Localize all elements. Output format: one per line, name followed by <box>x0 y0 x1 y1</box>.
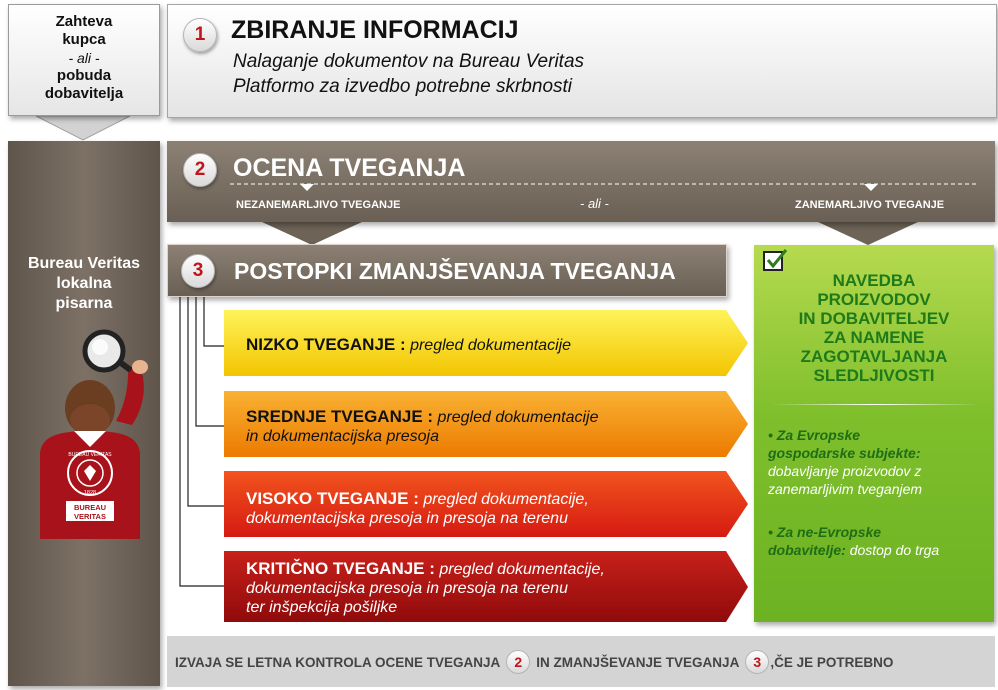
badge-top-text: BUREAU VERITAS <box>68 452 112 458</box>
high-risk-title: VISOKO TVEGANJE : <box>246 489 419 508</box>
heading-line4: ZA NAMENE <box>823 328 925 347</box>
step1-line2: Platformo za izvedbo potrebne skrbnosti <box>233 76 573 97</box>
request-line1: Zahteva <box>55 13 113 30</box>
eu-item-title1: • Za Evropske <box>768 427 861 443</box>
critical-risk-line1: pregled dokumentacije, <box>439 561 605 578</box>
low-risk-line1: pregled dokumentacije <box>410 337 572 354</box>
high-risk-line2: dokumentacijska presoja in presoja na terenu <box>246 510 568 527</box>
critical-risk-text <box>246 559 605 617</box>
eu-item-text1: dobavljanje proizvodov z <box>768 463 922 479</box>
medium-risk-text <box>246 407 599 446</box>
annual-control-part3: ,ČE JE POTREBNO <box>770 654 894 670</box>
eu-operators-item <box>768 426 990 498</box>
non-eu-item-title1: • Za ne-Evropske <box>768 524 882 540</box>
negligible-risk-label: ZANEMARLJIVO TVEGANJE <box>795 199 945 211</box>
low-risk-title: NIZKO TVEGANJE : <box>246 335 406 354</box>
local-office-line1: Bureau Veritas <box>27 255 141 272</box>
step1-number: 1 <box>183 18 217 52</box>
annual-control-part1: IZVAJA SE LETNA KONTROLA OCENE TVEGANJA <box>175 654 501 670</box>
heading-line3: IN DOBAVITELJEV <box>798 309 950 328</box>
step3-number: 3 <box>181 254 215 288</box>
annual-control-step3-badge: 3 <box>745 650 769 674</box>
request-line5: dobavitelja <box>44 85 124 102</box>
non-eu-suppliers-item <box>768 523 990 559</box>
request-or: - ali - <box>68 50 100 66</box>
non-eu-item-text: dostop do trga <box>849 542 940 558</box>
step3-title: POSTOPKI ZMANJŠEVANJA TVEGANJA <box>234 258 676 284</box>
panel-divider <box>770 404 980 405</box>
step2-or-label: - ali - <box>580 196 609 211</box>
medium-risk-line1: pregled dokumentacije <box>437 409 599 426</box>
annual-control-step2-badge: 2 <box>506 650 530 674</box>
heading-line2: PROIZVODOV <box>817 290 931 309</box>
low-risk-text <box>246 335 571 355</box>
request-line4: pobuda <box>56 67 112 84</box>
step2-number: 2 <box>183 153 217 187</box>
step1-title: ZBIRANJE INFORMACIJ <box>231 16 519 44</box>
annual-control-text <box>175 650 893 674</box>
local-office-line3: pisarna <box>55 295 113 312</box>
annual-control-part2: IN ZMANJŠEVANJE TVEGANJA <box>536 654 740 670</box>
eu-item-title2: gospodarske subjekte: <box>768 445 921 461</box>
heading-line6: SLEDLJIVOSTI <box>813 366 935 385</box>
heading-line5: ZAGOTAVLJANJA <box>800 347 948 366</box>
heading-line1: NAVEDBA <box>832 271 916 290</box>
badge-year-text: 1828 <box>83 490 97 496</box>
critical-risk-line3: ter inšpekcija pošiljke <box>246 599 398 616</box>
local-office-line2: lokalna <box>56 275 112 292</box>
high-risk-line1: pregled dokumentacije, <box>423 491 589 508</box>
eu-item-text2: zanemarljivim tveganjem <box>768 481 923 497</box>
badge-veritas-text: VERITAS <box>74 512 106 521</box>
traceability-heading <box>754 271 994 385</box>
medium-risk-title: SREDNJE TVEGANJE : <box>246 407 434 426</box>
non-negligible-risk-label: NEZANEMARLJIVO TVEGANJE <box>236 199 401 211</box>
high-risk-text <box>246 489 589 528</box>
critical-risk-line2: dokumentacijska presoja in presoja na terenu <box>246 580 568 597</box>
non-eu-item-title2: dobavitelje: <box>768 542 846 558</box>
step2-title: OCENA TVEGANJA <box>233 154 466 182</box>
step1-line1: Nalaganje dokumentov na Bureau Veritas <box>233 51 585 72</box>
request-line2: kupca <box>62 31 106 48</box>
medium-risk-line2: in dokumentacijska presoja <box>246 428 439 445</box>
badge-bureau-text: BUREAU <box>73 503 107 512</box>
critical-risk-title: KRITIČNO TVEGANJE : <box>246 559 435 578</box>
